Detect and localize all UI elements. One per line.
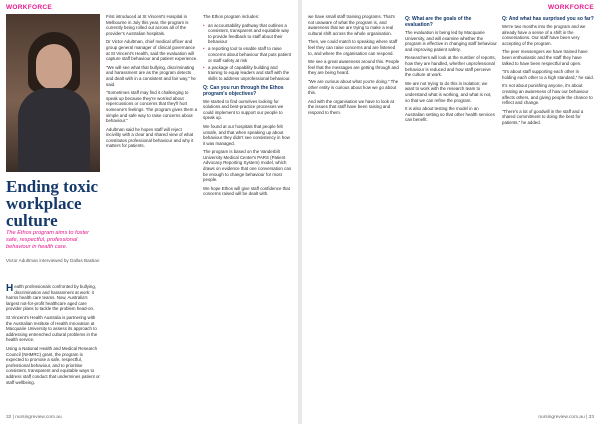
article-byline: Victor Adultman interviewed by Dallas Bastian [6,258,100,263]
paragraph: Using a National Health and Medical Research Council (NHMRC) grant, the program is expected to promote a safe, respectful, professional behaviour, and to prioritise consistent, transparent and equitable ways to address staff conduct that undermines patient or staff wellbeing. [6,345,100,385]
paragraph: Dr Victor Adultman, chief medical officer and group general manager of clinical governance at St Vincent's Health, said the evaluation will capture staff behaviour and patient experience. [106,39,198,62]
paragraph: "Sometimes staff may find it challenging to speak up because they're worried about repercussions or concerns that they'll hurt someone's feelings. The program gives them a simple and safe way to raise concerns about behaviour." [106,90,198,124]
left-column-3 [203,14,293,412]
article-headline: Ending toxic workplace culture [6,177,99,230]
question-heading: Q: And what has surprised you so far? [502,16,594,22]
list-item: • a package of capability building and training to equip leaders and staff with the skills to address unprofessional behaviour. [203,65,293,82]
list-item: • a reporting tool to enable staff to raise concerns about behaviour that puts patient or staff safety at risk [203,46,293,63]
right-column-2 [405,14,497,412]
page-footer: nursingreview.com.au | 33 [538,415,594,420]
portrait-photo [6,14,100,172]
paragraph: We see a great awareness around this. People feel that the messages are getting through and they are being heard. [308,59,400,76]
paragraph: We started to find ourselves looking for solutions and best-practice processes we could implement to support our people to speak up. [203,98,284,121]
paragraph: We are not trying to do this in isolation; we want to work with the research team to understand what is working, and what is not, so that we can refine the program. [405,80,492,103]
left-column-1 [6,284,100,412]
program-bullet-list [203,23,293,82]
paragraph: "We are curious about what you're doing." The other entity is curious about how we go about this. [308,78,399,96]
paragraph: We're two months into the program and we already have a sense of a shift in the conversations. Our staff have been very accepting of the program. [502,24,586,46]
paragraph: We found at our hospitals that people felt unsafe, and that when speaking up about behaviour they didn't see consistency in how it was managed. [203,123,290,146]
question-heading: Q: Can you run through the Ethos program's objectives? [203,84,284,97]
page-footer: 32 | nursingreview.com.au [6,415,62,420]
paragraph: we have small staff training programs. That's not unaware of what the program is, and awareness that we are trying to make a real cultural shift across the whole organisation. [308,14,395,36]
paragraph: "It's about staff supporting each other in holding each other to a high standard," he said. [502,69,594,80]
paragraph: "There's a lot of goodwill in the staff and a shared commitment to doing the best for patients," he added. [502,108,584,125]
paragraph: Researchers will look at the number of reports, how they are handled, whether unprofessional behaviour is reduced and how staff perceive the culture at work. [405,55,496,78]
paragraph: Health professionals confronted by bullying, discrimination and harassment at work: it harms health care teams. Now, Australia's largest not-for-profit healthcare aged care provider plans to tackle the problem head-on. [6,284,96,312]
left-page [0,0,298,424]
paragraph: Adultman said he hopes staff will reject incivility with a clear and shared view of what constitutes professional behaviour and why it matters for patients. [106,126,194,149]
paragraph: "We will see what that bullying, discriminating and harassment are as the program detects and dealt with in a consistent and fair way," he said. [106,64,196,87]
list-item: • an accountability pathway that outlines a consistent, transparent and equitable way to provide feedback to staff about their behaviour [203,23,293,45]
section-tag: WORKFORCE [6,4,53,11]
paragraph: Then, we could match to speaking where staff feel they can raise concerns and are listened to, and where the organisation can respond. [308,39,398,56]
bullets-intro: The Ethos program includes: [203,14,260,19]
paragraph: It is also about testing the model in an Australian setting so that other health services can benefit. [405,106,495,123]
right-page [302,0,600,424]
paragraph: The program is based on the Vanderbilt University Medical Center's PARS (Patient Advocacy Reporting System) model, which draws on evidence that one conversation can be enough to change behaviour for most people. [203,149,292,183]
paragraph: The evaluation is being led by Macquarie University, and will examine whether the program is effective in changing staff behaviour and improving patient safety. [405,30,497,52]
left-column-2 [106,14,198,412]
section-tag: WORKFORCE [547,4,594,11]
right-column-3 [502,14,594,412]
article-standfirst: The Ethos program aims to foster safe, respectful, professional behaviour in health care. [6,230,90,250]
paragraph: The peer messengers we have trained have been enthusiastic and the staff they have talked to have been respectful and open. [502,49,588,66]
question-heading: Q: What are the goals of the evaluation? [405,16,472,28]
paragraph: It's not about punishing anyone, it's about creating an awareness of how our behaviour affects others, and giving people the chance to reflect and change. [502,83,593,106]
right-column-1 [308,14,400,412]
paragraph: We hope Ethos will give staff confidence that concerns raised will be dealt with. [203,185,290,197]
paragraph: And with the organisation we have to look at the issues that staff have been raising and respond to them. [308,98,394,115]
paragraph: First introduced at St Vincent's Hospital in Melbourne in July this year, the program is currently being rolled out across all of the provider's Australian hospitals. [106,14,189,36]
paragraph: St Vincent's Health Australia is partnering with the Australian Institute of Health Innovation at Macquarie University to assess its approach to addressing entrenched cultural problems in the health service. [6,314,98,343]
